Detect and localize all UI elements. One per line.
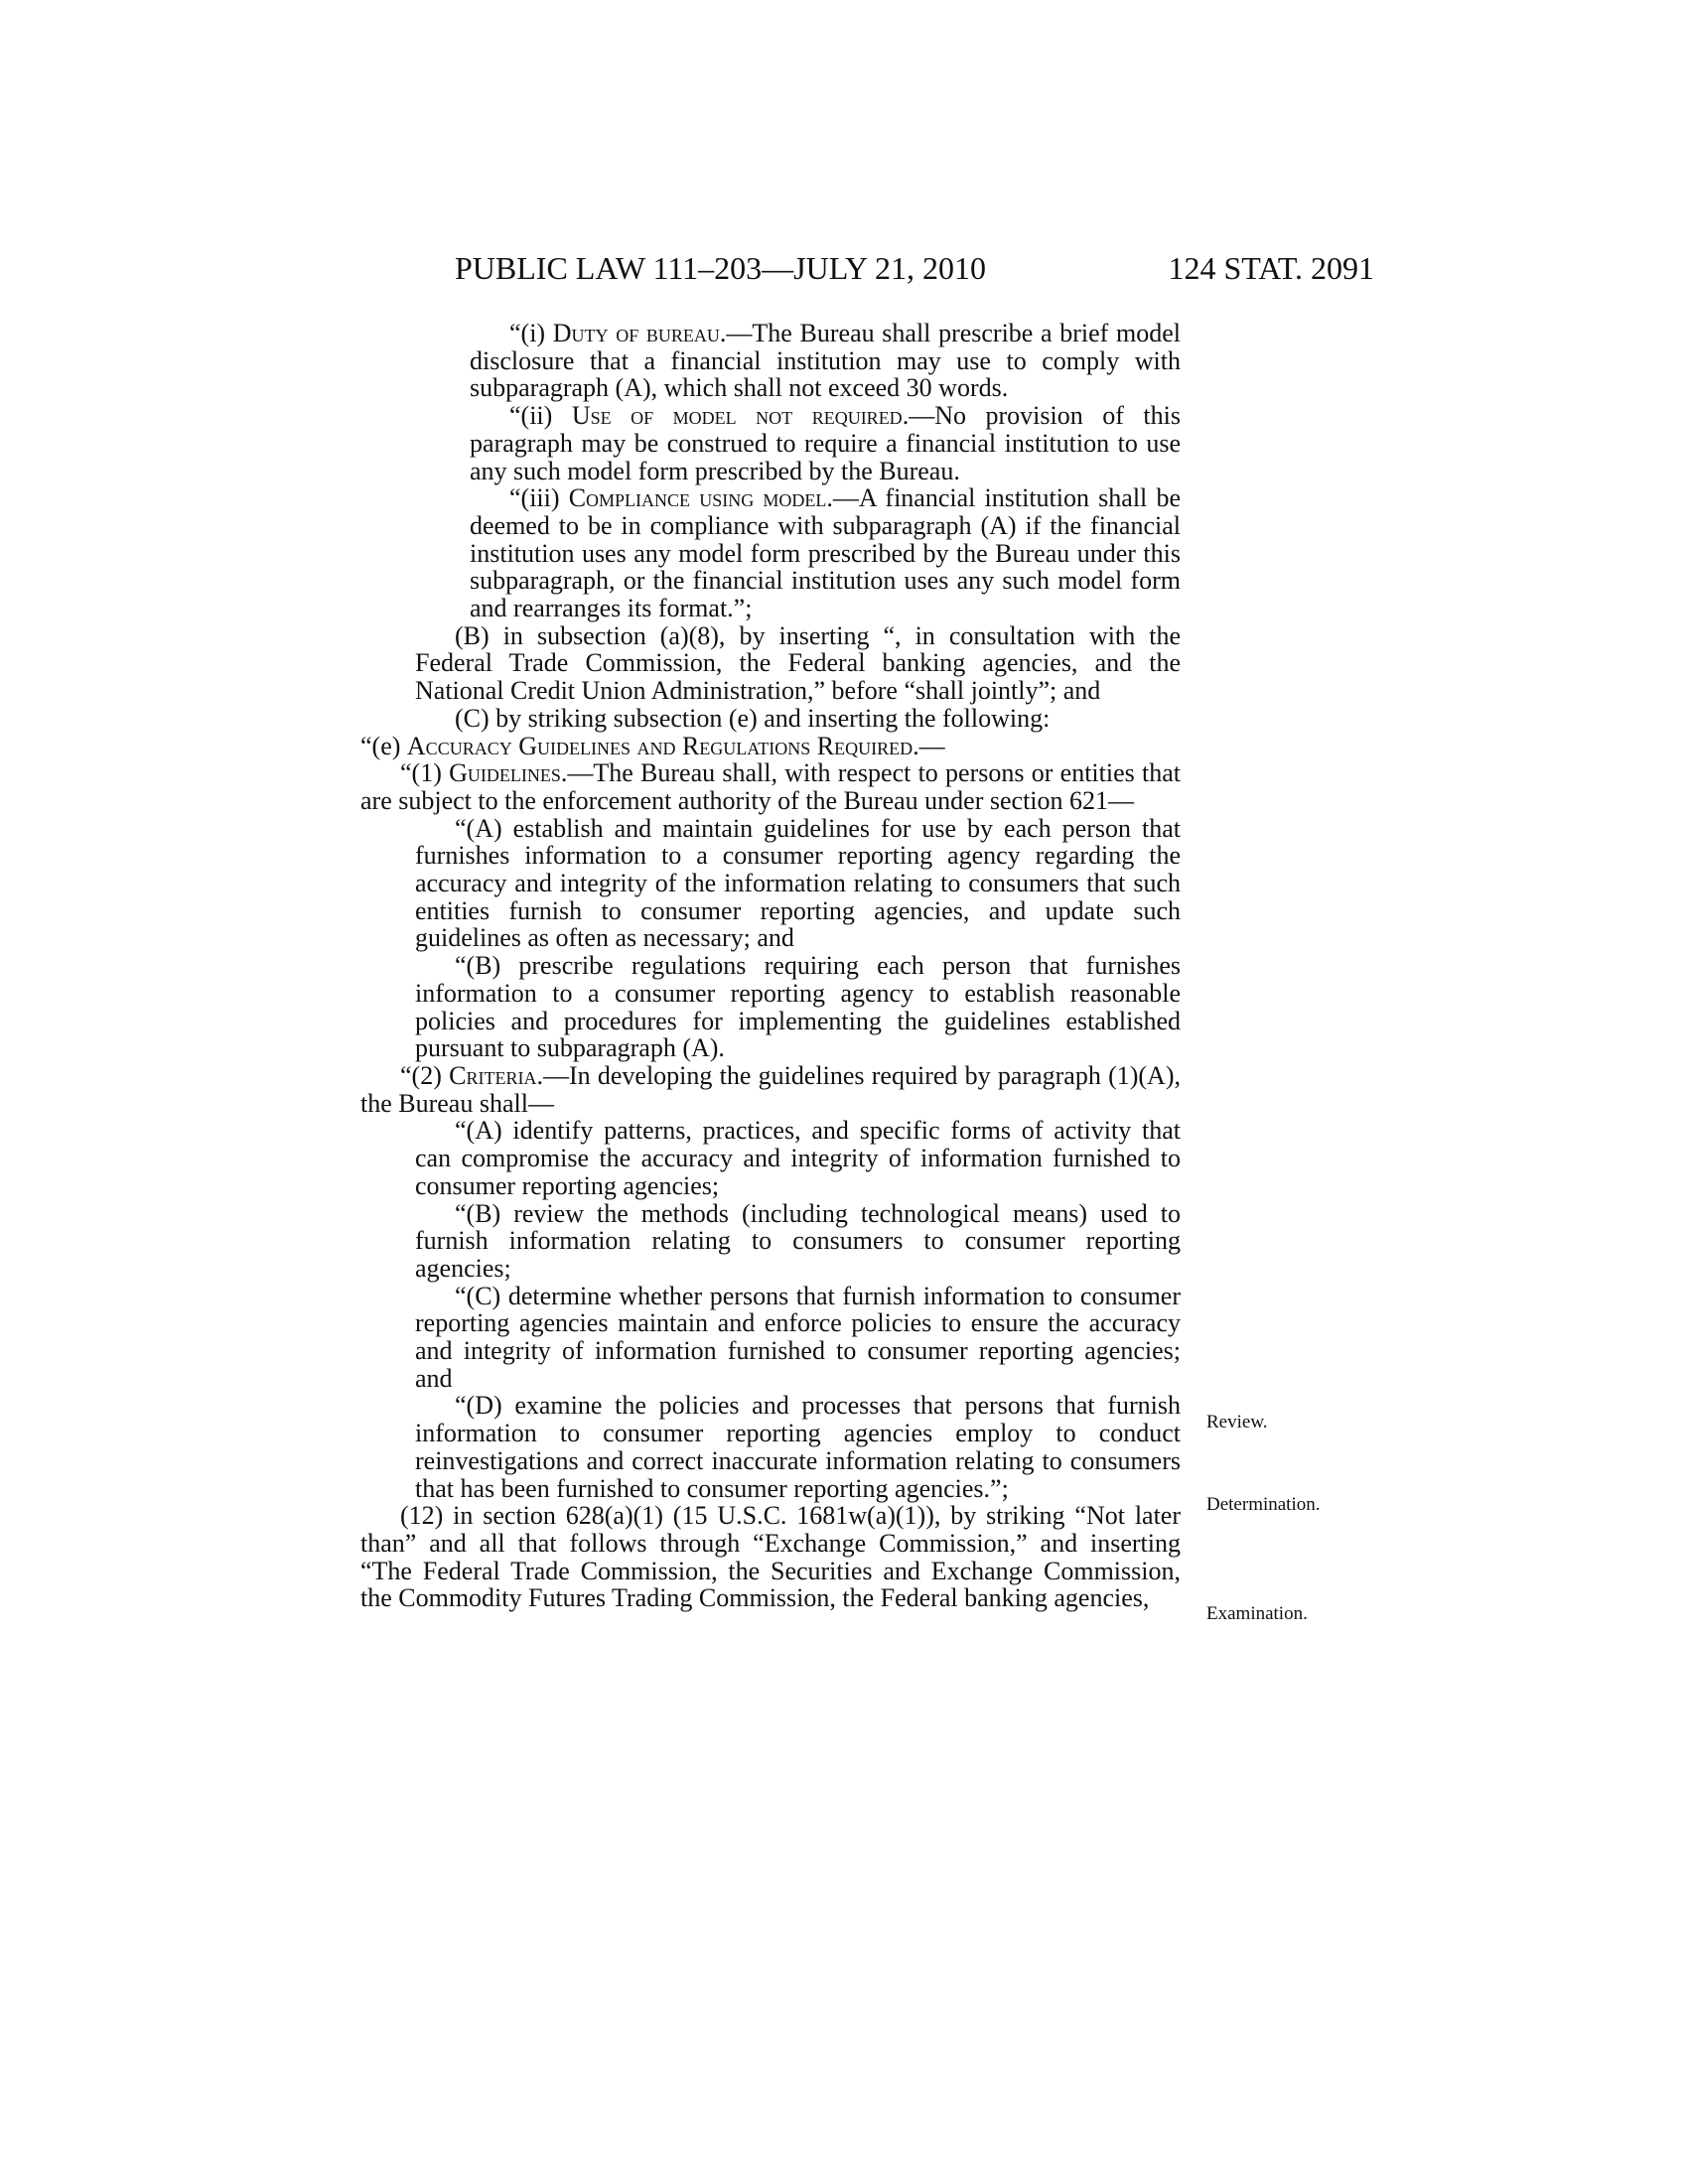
statute-page-number: 124 STAT. 2091 — [1168, 250, 1374, 286]
paragraph-review-methods: “(B) review the methods (including technological means) used to furnish information relating to consumers to consumer reporting agencies; — [415, 1198, 1181, 1283]
body-text — [360, 320, 1181, 1612]
paragraph-c-subsection: (C) by striking subsection (e) and inserting the following: — [455, 703, 1051, 733]
subsection-e-heading: “(e) Accuracy Guidelines and Regulations Required.— — [360, 731, 945, 760]
paragraph-guidelines: “(1) Guidelines.—The Bureau shall, with respect to persons or entities that are subject to the enforcement authority of the Bureau under section 621— — [360, 758, 1181, 815]
paragraph-compliance-using-model: “(iii) Compliance using model.—A financial institution shall be deemed to be in compliance with subparagraph (A) if the financial institution uses any model form prescribed by the Bureau under this subparagraph, or the financial institution uses any such model form and rearranges its format.”; — [470, 483, 1181, 623]
paragraph-b-subsection: (B) in subsection (a)(8), by inserting “, in consultation with the Federal Trade Commission, the Federal banking agencies, and the National Credit Union Administration,” before “shall jointly”; and — [415, 620, 1181, 706]
margin-note-review: Review. — [1206, 1412, 1268, 1433]
paragraph-criteria: “(2) Criteria.—In developing the guidelines required by paragraph (1)(A), the Bureau shall— — [360, 1060, 1181, 1118]
paragraph-duty-of-bureau: “(i) Duty of bureau.—The Bureau shall prescribe a brief model disclosure that a financial institution may use to comply with subparagraph (A), which shall not exceed 30 words. — [470, 319, 1181, 403]
paragraph-use-of-model: “(ii) Use of model not required.—No provision of this paragraph may be construed to require a financial institution to use any such model form prescribed by the Bureau. — [470, 401, 1181, 485]
page-header — [455, 248, 1374, 288]
paragraph-establish-guidelines: “(A) establish and maintain guidelines for use by each person that furnishes information to a consumer reporting agency regarding the accuracy and integrity of the information relating to consumers that such entities furnish to consumer reporting agencies, and update such guidelines as often as necessary; and — [415, 813, 1181, 953]
law-title: PUBLIC LAW 111–203—JULY 21, 2010 — [455, 250, 986, 286]
paragraph-identify-patterns: “(A) identify patterns, practices, and specific forms of activity that can compromise the accuracy and integrity of information furnished to consumer reporting agencies; — [415, 1116, 1181, 1200]
paragraph-section-628: (12) in section 628(a)(1) (15 U.S.C. 1681w(a)(1)), by striking “Not later than” and all that follows through “Exchange Commission,” and inserting “The Federal Trade Commission, the Securities and Exchange Commission, the Commodity Futures Trading Commission, the Federal banking agencies, — [360, 1501, 1181, 1613]
paragraph-examine-policies: “(D) examine the policies and processes that persons that furnish information to consumer reporting agencies employ to conduct reinvestigations and correct inaccurate information relating to consumers that has been furnished to consumer reporting agencies.”; — [415, 1391, 1181, 1503]
margin-note-examination: Examination. — [1206, 1603, 1308, 1624]
paragraph-determine-persons: “(C) determine whether persons that furnish information to consumer reporting agencies maintain and enforce policies to ensure the accuracy and integrity of information furnished to consumer reporting agencies; and — [415, 1281, 1181, 1393]
paragraph-prescribe-regulations: “(B) prescribe regulations requiring each person that furnishes information to a consumer reporting agency to establish reasonable policies and procedures for implementing the guidelines established pursuant to subparagraph (A). — [415, 951, 1181, 1063]
margin-note-determination: Determination. — [1206, 1494, 1321, 1515]
